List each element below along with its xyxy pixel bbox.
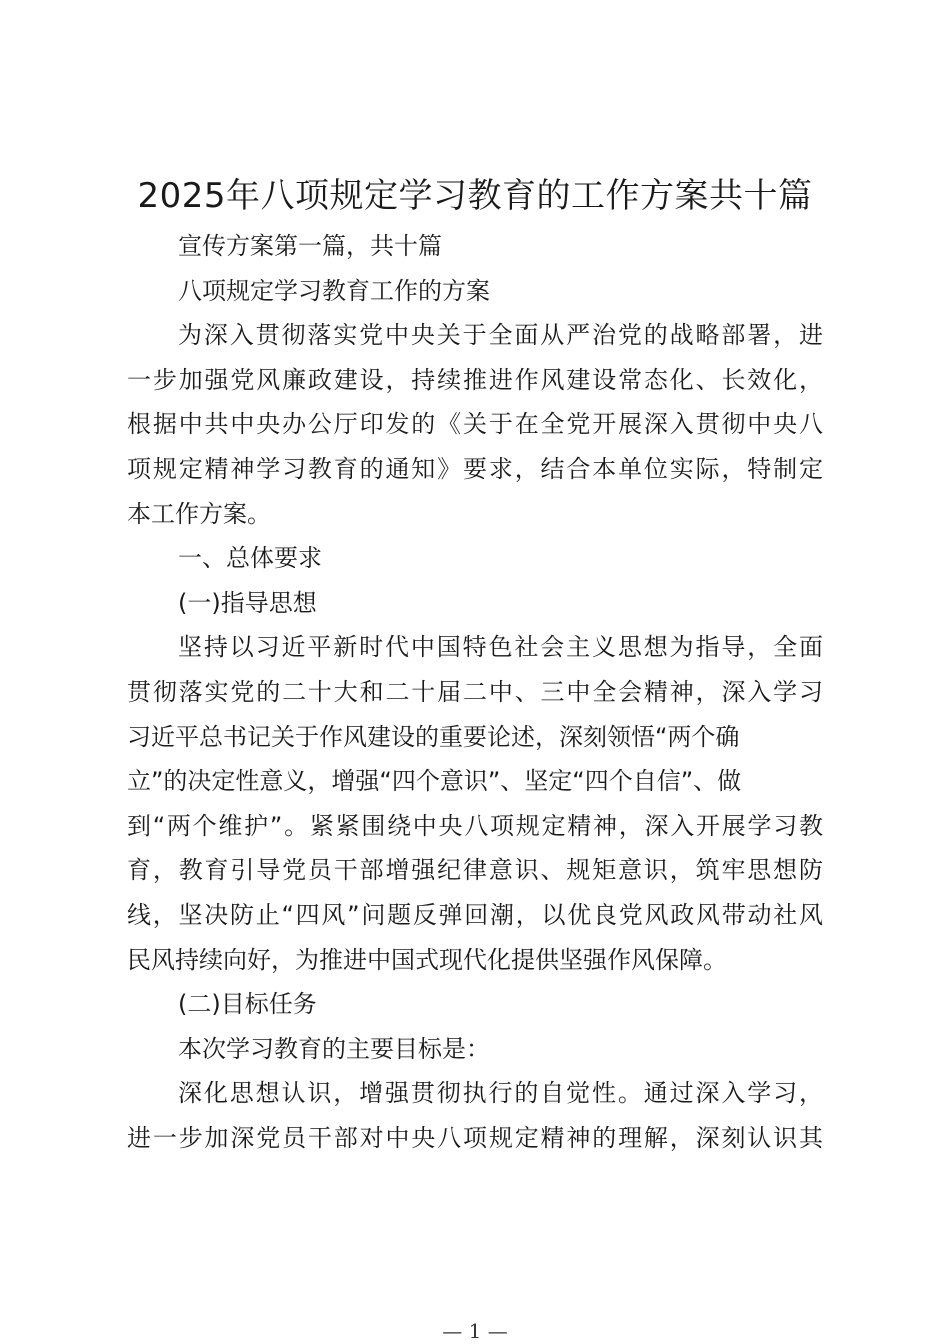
text-line: 一、总体要求 bbox=[178, 544, 322, 573]
text-line: (一)指导思想 bbox=[178, 588, 317, 617]
text-line: 为深入贯彻落实党中央关于全面从严治党的战略部署，进 bbox=[178, 321, 823, 350]
text-line: 本次学习教育的主要目标是： bbox=[178, 1034, 490, 1063]
text-line: 贯彻落实党的二十大和二十届二中、三中全会精神，深入学习 bbox=[127, 677, 823, 706]
text-line: (二)目标任务 bbox=[178, 990, 317, 1019]
text-line: 八项规定学习教育工作的方案 bbox=[178, 276, 490, 305]
text-line: 坚持以习近平新时代中国特色社会主义思想为指导，全面 bbox=[178, 633, 823, 662]
text-line: 线，坚决防止“四风”问题反弹回潮，以优良党风政风带动社风 bbox=[127, 900, 823, 929]
document-body bbox=[127, 224, 823, 1160]
text-line: 深化思想认识，增强贯彻执行的自觉性。通过深入学习， bbox=[178, 1079, 823, 1108]
text-line: 进一步加深党员干部对中央八项规定精神的理解，深刻认识其 bbox=[127, 1123, 823, 1152]
text-line: 到“两个维护”。紧紧围绕中央八项规定精神，深入开展学习教 bbox=[127, 811, 823, 840]
document-title: 2025年八项规定学习教育的工作方案共十篇 bbox=[137, 176, 813, 216]
text-line: 一步加强党风廉政建设，持续推进作风建设常态化、长效化， bbox=[127, 365, 823, 394]
text-line: 本工作方案。 bbox=[127, 499, 271, 528]
text-line: 项规定精神学习教育的通知》要求，结合本单位实际，特制定 bbox=[127, 454, 823, 483]
text-line: 立”的决定性意义，增强“四个意识”、坚定“四个自信”、做 bbox=[127, 767, 742, 796]
text-line: 根据中共中央办公厅印发的《关于在全党开展深入贯彻中央八 bbox=[127, 410, 823, 439]
text-line: 宣传方案第一篇，共十篇 bbox=[178, 232, 442, 260]
text-line: 育，教育引导党员干部增强纪律意识、规矩意识，筑牢思想防 bbox=[127, 856, 823, 885]
text-line: 民风持续向好，为推进中国式现代化提供坚强作风保障。 bbox=[127, 945, 727, 974]
page-number: — 1 — bbox=[442, 1319, 508, 1343]
text-line: 习近平总书记关于作风建设的重要论述，深刻领悟“两个确 bbox=[127, 722, 740, 751]
